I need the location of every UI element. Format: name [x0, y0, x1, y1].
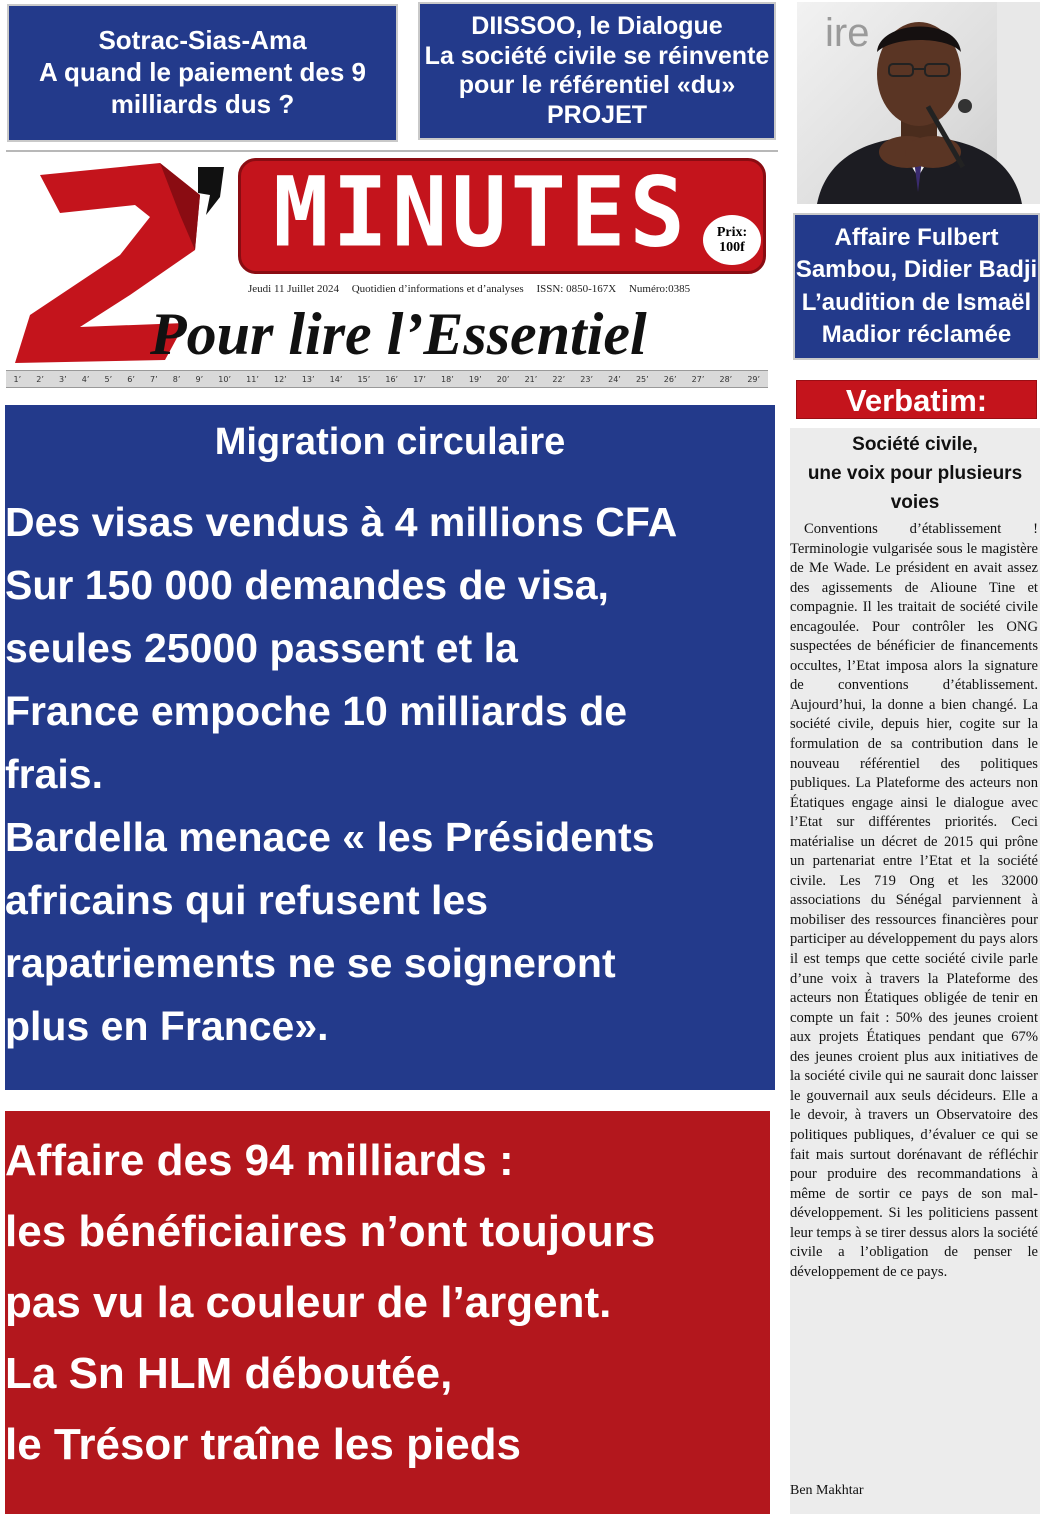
teaser-diissoo[interactable] [418, 2, 776, 140]
ruler-tick: 29’ [747, 374, 761, 384]
headline-line: le Trésor traîne les pieds [5, 1420, 522, 1469]
verbatim-headline-line: une voix pour plusieurs [807, 463, 1023, 484]
headline-line: africains qui refusent les [5, 877, 489, 923]
teaser-line: PROJET [546, 100, 648, 129]
ruler-tick: 5’ [104, 374, 113, 384]
ruler-tick: 18’ [441, 374, 454, 384]
verbatim-column [790, 428, 1040, 1514]
teaser-line: Sotrac-Sias-Ama [98, 25, 307, 56]
ruler-tick: 16’ [385, 374, 399, 384]
headline-line: les bénéficiaires n’ont toujours [5, 1207, 656, 1256]
ruler-tick: 20’ [496, 374, 510, 384]
minute-ruler [6, 370, 768, 388]
ruler-tick: 26’ [663, 374, 677, 384]
teaser-line: Sambou, Didier Badji [795, 256, 1038, 284]
ruler-tick: 6’ [127, 374, 135, 384]
main-story-kicker: Migration circulaire [214, 421, 566, 463]
issn: ISSN: 0850-167X [536, 283, 617, 295]
headline-line: La Sn HLM déboutée, [5, 1349, 453, 1398]
teaser-line: Madior réclamée [821, 320, 1012, 348]
headline-line: France empoche 10 milliards de [5, 688, 628, 734]
ruler-tick: 28’ [719, 374, 733, 384]
ruler-tick: 22’ [552, 374, 566, 384]
headline-line: frais. [5, 751, 103, 797]
price-badge [703, 215, 761, 265]
verbatim-headline [790, 430, 1040, 517]
ruler-tick: 17’ [413, 374, 426, 384]
paper-subtitle: Quotidien d’informations et d’analyses [351, 283, 524, 295]
verbatim-body: Conventions d’établissement ! Terminologie vulgarisée sous le magistère de Me Wade. Le président en avait assez des agissements de Alioune Tine et compagnie. Il les traitait de société civile encagoulée. Pour contrôler les ONG suspectées de bénéficier de financements occultes, l’Etat imposa alors la signature de conventions d’établissement. Aujourd’hui, la donne a bien changé. La société civile, depuis hier, cogite sur la formulation de sa contribution dans le nouveau référentiel des politiques publiques. La Plateforme des acteurs non Étatiques engage ainsi le dialogue avec l’Etat sur différentes priorités. Ceci matérialise un décret de 2015 qui prône un partenariat entre l’Etat et la société civile. Les 719 Ong et les 32000 associations du Sénégal parviennent à mobiliser des ressources financières pour participer au développement du pays alors il est temps que cette société civile parle d’une voix à travers la Plateforme des acteurs non Étatiques obligée de tenir en compte un fait : 50% des jeunes croient aux projets Étatiques pendant que 67% des jeunes croient plus aux initiatives de la société civile qui ne saurait donc laisser le gouvernail aux seuls décideurs. Elle a le devoir, à travers un Observatoire des politiques publiques, d’évaluer ce qui se fait mais surtout dorénavant de réfléchir pour produire des recommandations à même de sortir ce pays de son mal-développement. Si les politiciens passent leur temps à se tirer dessus alors la société civile a l’obligation de penser le développement de ce pays. [790, 521, 1038, 1280]
masthead-divider [6, 150, 778, 152]
ruler-tick: 13’ [301, 374, 315, 384]
verbatim-headline-line: voies [890, 492, 940, 513]
logo-word: MINUTES [273, 156, 689, 269]
ruler-tick: 9’ [195, 374, 204, 384]
ruler-tick: 4’ [81, 374, 90, 384]
ruler-tick: 3’ [59, 374, 67, 384]
second-story-headline [5, 1125, 770, 1480]
ruler-tick: 8’ [172, 374, 181, 384]
portrait-illustration [797, 2, 1040, 204]
teaser-line: milliards dus ? [110, 88, 295, 119]
teaser-line: L’audition de Ismaël [801, 288, 1032, 316]
main-story-headline [5, 491, 775, 1058]
teaser-fulbert-sambou[interactable] [793, 213, 1040, 360]
logo-number-text: 2’ [10, 155, 11, 156]
dateline [248, 283, 768, 295]
ruler-tick: 11’ [246, 374, 259, 384]
headline-line: seules 25000 passent et la [5, 625, 518, 671]
teaser-sotrac[interactable] [7, 4, 398, 142]
ruler-tick: 24’ [608, 374, 621, 384]
ruler-tick: 2’ [36, 374, 44, 384]
issue-number: Numéro:0385 [628, 283, 691, 295]
ruler-tick: 27’ [691, 374, 705, 384]
ruler-tick: 19’ [468, 374, 482, 384]
verbatim-headline-line: Société civile, [852, 434, 978, 455]
verbatim-banner: Verbatim: [796, 380, 1037, 419]
teaser-line: pour le référentiel «du» [458, 71, 736, 99]
ruler-tick: 7’ [150, 374, 158, 384]
price-label: Prix: [716, 224, 748, 240]
ruler-tick: 15’ [357, 374, 371, 384]
ruler-tick: 25’ [635, 374, 649, 384]
headline-line: Affaire des 94 milliards : [5, 1136, 514, 1185]
headline-line: pas vu la couleur de l’argent. [5, 1278, 612, 1327]
headline-line: Des visas vendus à 4 millions CFA [5, 499, 678, 545]
ruler-tick: 14’ [329, 374, 343, 384]
ruler-tick: 21’ [524, 374, 538, 384]
price-value: 100f [719, 240, 745, 255]
teaser-line: DIISSOO, le Dialogue [471, 12, 723, 40]
teaser-line: A quand le paiement des 9 [38, 57, 366, 88]
ruler-tick: 10’ [218, 374, 232, 384]
photo-backdrop-text: ire [825, 11, 870, 55]
main-story[interactable] [5, 405, 775, 1090]
second-story[interactable] [5, 1111, 770, 1514]
verbatim-signature: Ben Makhtar [790, 1483, 864, 1498]
portrait-photo [797, 2, 1040, 204]
issue-date: Jeudi 11 Juillet 2024 [248, 283, 339, 295]
teaser-line: Affaire Fulbert [834, 223, 999, 251]
headline-line: Bardella menace « les Présidents [5, 814, 655, 860]
ruler-tick: 23’ [580, 374, 593, 384]
headline-line: Sur 150 000 demandes de visa, [5, 562, 609, 608]
teaser-line: La société civile se réinvente [424, 41, 770, 70]
headline-line: plus en France». [5, 1003, 329, 1049]
ruler-tick: 12’ [273, 374, 287, 384]
tagline: Pour lire l’Essentiel [150, 301, 647, 367]
ruler-tick: 1’ [13, 374, 22, 384]
headline-line: rapatriements ne se soigneront [5, 940, 616, 986]
